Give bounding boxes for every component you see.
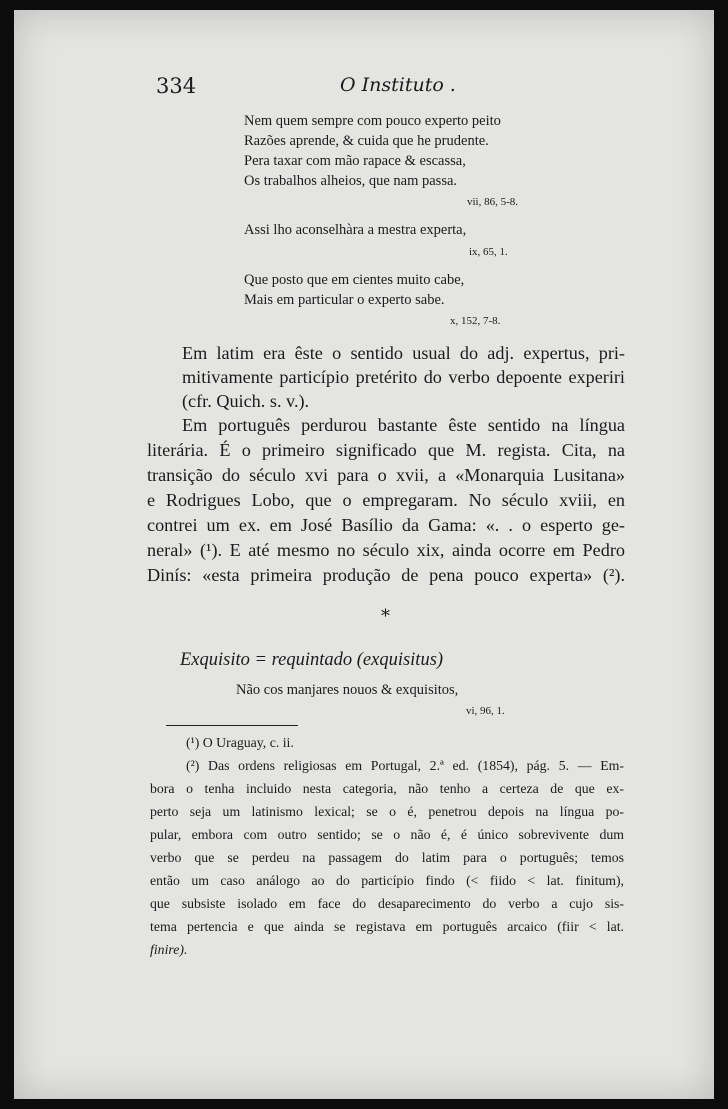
quote-2-line: Assi lho aconselhàra a mestra experta, [244, 222, 467, 238]
book-page [14, 10, 714, 1099]
quote-1-line-2: Razões aprende, & cuida que he prudente. [244, 133, 489, 149]
footnote-2-line-1: (²) Das ordens religiosas em Portugal, 2.ª ed. (1854), pág. 5. — Em- [186, 758, 624, 773]
footnote-2-line-9: finire). [150, 942, 188, 957]
footnote-2-line-6: então um caso análogo ao do particípio findo (< fiido < lat. finitum), [150, 873, 624, 888]
body-line-3: (cfr. Quich. s. v.). [182, 391, 310, 411]
quote-3-line-1: Que posto que em cientes muito cabe, [244, 272, 465, 288]
quote-1-line-4: Os trabalhos alheios, que nam passa. [244, 173, 458, 189]
quote-1-line-1: Nem quem sempre com pouco experto peito [244, 113, 501, 129]
quote-3-line-2: Mais em particular o experto sabe. [244, 292, 445, 308]
footnote-2-line-8: tema pertencia e que ainda se registava em português arcaico (fiir < lat. [150, 919, 624, 934]
body-line-1: Em latim era êste o sentido usual do adj. expertus, pri- [182, 343, 625, 363]
footnote-1: (¹) O Uraguay, c. ii. [186, 735, 294, 750]
section-separator: * [381, 606, 390, 627]
quote-2-reference: ix, 65, 1. [469, 246, 508, 258]
body-line-5: literária. É o primeiro significado que M. regista. Cita, na [147, 440, 625, 460]
quote-1-line-3: Pera taxar com mão rapace & escassa, [244, 153, 466, 169]
entry-heading: Exquisito = requintado (exquisitus) [180, 650, 444, 670]
running-title: O Instituto . [340, 74, 456, 96]
body-line-10: Dinís: «esta primeira produção de pena pouco experta» (²). [147, 565, 625, 585]
footnote-2-line-2: bora o tenha incluido nesta categoria, não tenho a certeza de que ex- [150, 781, 624, 796]
footnote-2-line-3: perto seja um latinismo lexical; se o é, penetrou depois na língua po- [150, 804, 624, 819]
body-line-6: transição do século xvi para o xvii, a «Monarquia Lusitana» [147, 465, 625, 485]
footnote-2-line-7: que subsiste isolado em face do desaparecimento do verbo a cujo sis- [150, 896, 624, 911]
body-line-9: neral» (¹). E até mesmo no século xix, ainda ocorre em Pedro [147, 540, 625, 560]
body-line-7: e Rodrigues Lobo, que o empregaram. No século xviii, en [147, 490, 625, 510]
footnote-2-line-5: verbo que se perdeu na passagem do latim para o português; temos [150, 850, 624, 865]
footnote-2-line-4: pular, embora com outro sentido; se o não é, é único sobrevivente dum [150, 827, 624, 842]
quote-4-line: Não cos manjares nouos & exquisitos, [236, 682, 459, 698]
quote-4-reference: vi, 96, 1. [466, 705, 505, 717]
body-line-2: mitivamente particípio pretérito do verbo depoente experiri [182, 367, 625, 387]
page-number: 334 [156, 74, 197, 98]
quote-1-reference: vii, 86, 5-8. [467, 196, 519, 208]
quote-3-reference: x, 152, 7-8. [450, 315, 501, 327]
body-line-8: contrei um ex. em José Basílio da Gama: «. . o esperto ge- [147, 515, 625, 535]
body-line-4: Em português perdurou bastante êste sentido na língua [182, 415, 625, 435]
footnote-rule [166, 725, 298, 726]
